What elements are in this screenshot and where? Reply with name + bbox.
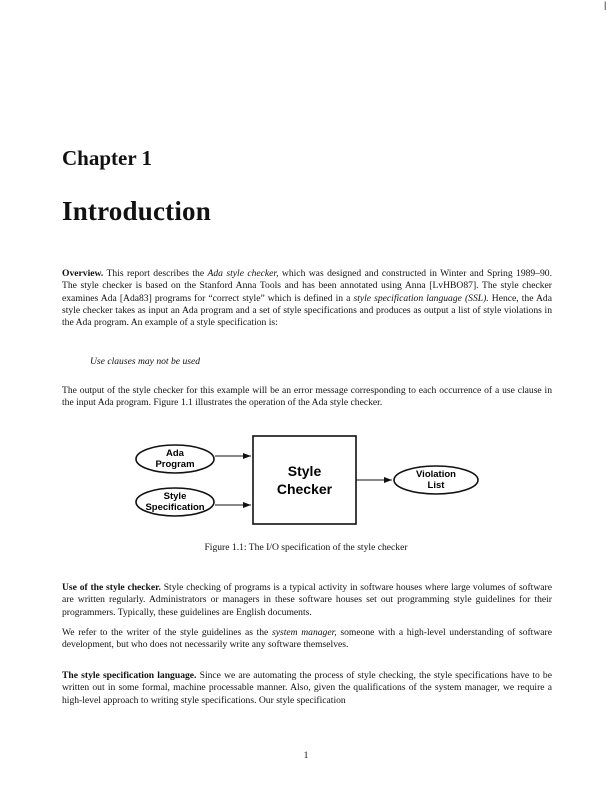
io-diagram: [130, 432, 490, 528]
ada-program-label-1: Ada: [166, 448, 184, 459]
system-manager-text-2: someone with a high-level understanding of software development, but who does not necessarily write any software themselves.: [62, 627, 552, 651]
style-specification-language-heading: The style specification language.: [62, 670, 197, 681]
overview-text-3: Hence, the Ada style checker takes as input an Ada program and a set of style specifications and produces as output a list of style violations in the Ada program. An example of a style specification is:: [62, 292, 552, 329]
use-of-style-checker-paragraph: [62, 582, 552, 619]
system-manager-emphasis: system manager,: [271, 627, 337, 638]
output-paragraph: The output of the style checker for this example will be an error message corresponding to each occurrence of a use clause in the input Ada program. Figure 1.1 illustrates the operation of the Ada style checker.: [62, 385, 552, 409]
style-specification-language-text: Since we are automating the process of style checking, the style specifications have to be written out in some formal, machine processable manner. Also, given the qualifications of the system manager, we require a high-level approach to writing style specifications. Our style specification: [62, 670, 552, 706]
chapter-title: Introduction: [62, 196, 211, 226]
overview-text-1: This report describes the: [106, 268, 208, 279]
overview-paragraph: [62, 268, 552, 329]
system-manager-text-1: We refer to the writer of the style guidelines as the: [62, 627, 272, 638]
figure-caption: Figure 1.1: The I/O specification of the style checker: [204, 542, 408, 553]
style-specification-language-paragraph: [62, 670, 552, 707]
chapter-number: Chapter 1: [62, 146, 153, 170]
page-edge-mark: |: [604, 0, 607, 10]
overview-heading: Overview.: [62, 268, 104, 279]
style-specification-label-2: Specification: [145, 502, 205, 513]
overview-text-2: which was designed and constructed in Winter and Spring 1989–90. The style checker is based on the Stanford Anna Tools and has been annotated using Anna [LvHBO87]. The style checker examines Ada [Ada83] programs for “correct style” which is defined in a: [62, 268, 552, 304]
violation-list-label-2: List: [427, 480, 445, 491]
style-checker-label-1: Style: [287, 463, 322, 479]
use-of-style-checker-text: Style checking of programs is a typical activity in software houses where large volumes of software are written regularly. Administrators or managers in these software houses set out programming style guidelines for their programmers. Typically, these guidelines are English documents.: [62, 582, 552, 618]
style-checker-box: [253, 436, 356, 524]
page-number: 1: [303, 750, 309, 761]
style-checker-label-2: Checker: [276, 481, 333, 497]
system-manager-paragraph: [62, 627, 552, 652]
style-specification-label-1: Style: [163, 491, 187, 502]
overview-emphasis-ssl: style specification language (SSL).: [353, 292, 489, 304]
example-specification: Use clauses may not be used: [90, 356, 201, 367]
violation-list-label-1: Violation: [416, 469, 456, 480]
overview-emphasis-ada-style-checker: Ada style checker,: [207, 268, 279, 279]
ada-program-label-2: Program: [155, 459, 195, 470]
use-of-style-checker-heading: Use of the style checker.: [62, 582, 161, 593]
